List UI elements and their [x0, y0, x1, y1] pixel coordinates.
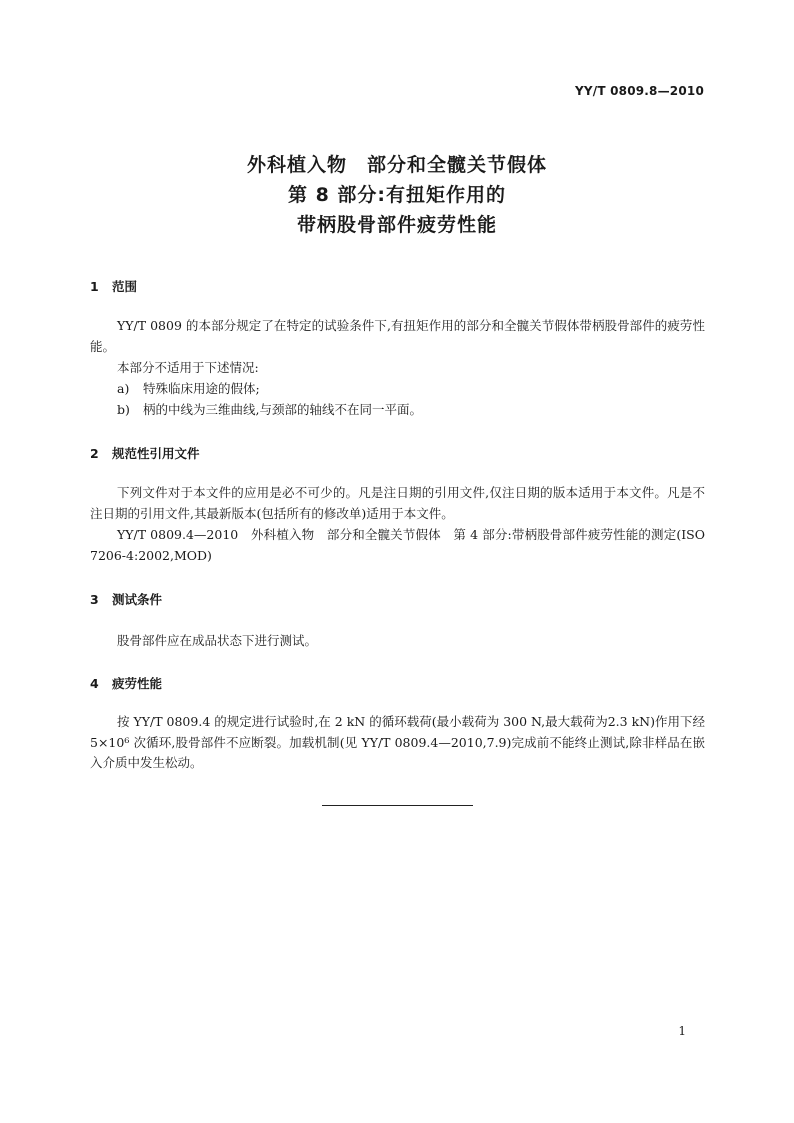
section-1-heading: [90, 277, 137, 295]
section-title: 规范性引用文件: [112, 446, 200, 461]
title-line-1: 外科植入物 部分和全髋关节假体: [246, 154, 547, 176]
section-3-paragraph-1: 股骨部件应在成品状态下进行测试。: [117, 633, 318, 648]
section-2-paragraph-2: YY/T 0809.4—2010 外科植入物 部分和全髋关节假体 第 4 部分:带柄股骨部件疲劳性能的测定(ISO 7206-4:2002,MOD): [90, 527, 705, 563]
section-1-paragraph-1: YY/T 0809 的本部分规定了在特定的试验条件下,有扭矩作用的部分和全髋关节假体带柄股骨部件的疲劳性能。: [90, 318, 705, 354]
title-line-3: 带柄股骨部件疲劳性能: [296, 214, 497, 236]
list-text: 特殊临床用途的假体;: [143, 381, 260, 396]
page-number: 1: [678, 1024, 686, 1038]
section-number: 3: [90, 592, 99, 607]
list-text: 柄的中线为三维曲线,与颈部的轴线不在同一平面。: [143, 402, 422, 417]
end-rule: [322, 805, 473, 806]
title-line-2: 第 8 部分:有扭矩作用的: [287, 184, 507, 206]
section-number: 4: [90, 676, 99, 691]
section-number: 2: [90, 446, 99, 461]
section-1-paragraph-2: 本部分不适用于下述情况:: [117, 360, 259, 375]
section-4-heading: [90, 674, 162, 692]
standard-code: YY/T 0809.8—2010: [574, 84, 704, 98]
list-marker: b): [117, 402, 130, 417]
list-item-a: [117, 379, 260, 397]
section-2-heading: [90, 444, 200, 462]
section-title: 测试条件: [112, 592, 163, 607]
section-2-paragraph-1: 下列文件对于本文件的应用是必不可少的。凡是注日期的引用文件,仅注日期的版本适用于本文件。凡是不注日期的引用文件,其最新版本(包括所有的修改单)适用于本文件。: [90, 485, 705, 521]
section-title: 疲劳性能: [112, 676, 163, 691]
section-4-paragraph-1: 按 YY/T 0809.4 的规定进行试验时,在 2 kN 的循环载荷(最小载荷为 300 N,最大载荷为2.3 kN)作用下经 5×10⁶ 次循环,股骨部件不应断裂。加载机制(见 YY/T 0809.4—2010,7.9)完成前不能终止测试,除非样品在嵌入介质中发生松动。: [90, 714, 705, 770]
section-3-heading: [90, 590, 162, 608]
list-item-b: [117, 400, 422, 418]
list-marker: a): [117, 381, 130, 396]
section-title: 范围: [112, 279, 138, 294]
section-number: 1: [90, 279, 99, 294]
